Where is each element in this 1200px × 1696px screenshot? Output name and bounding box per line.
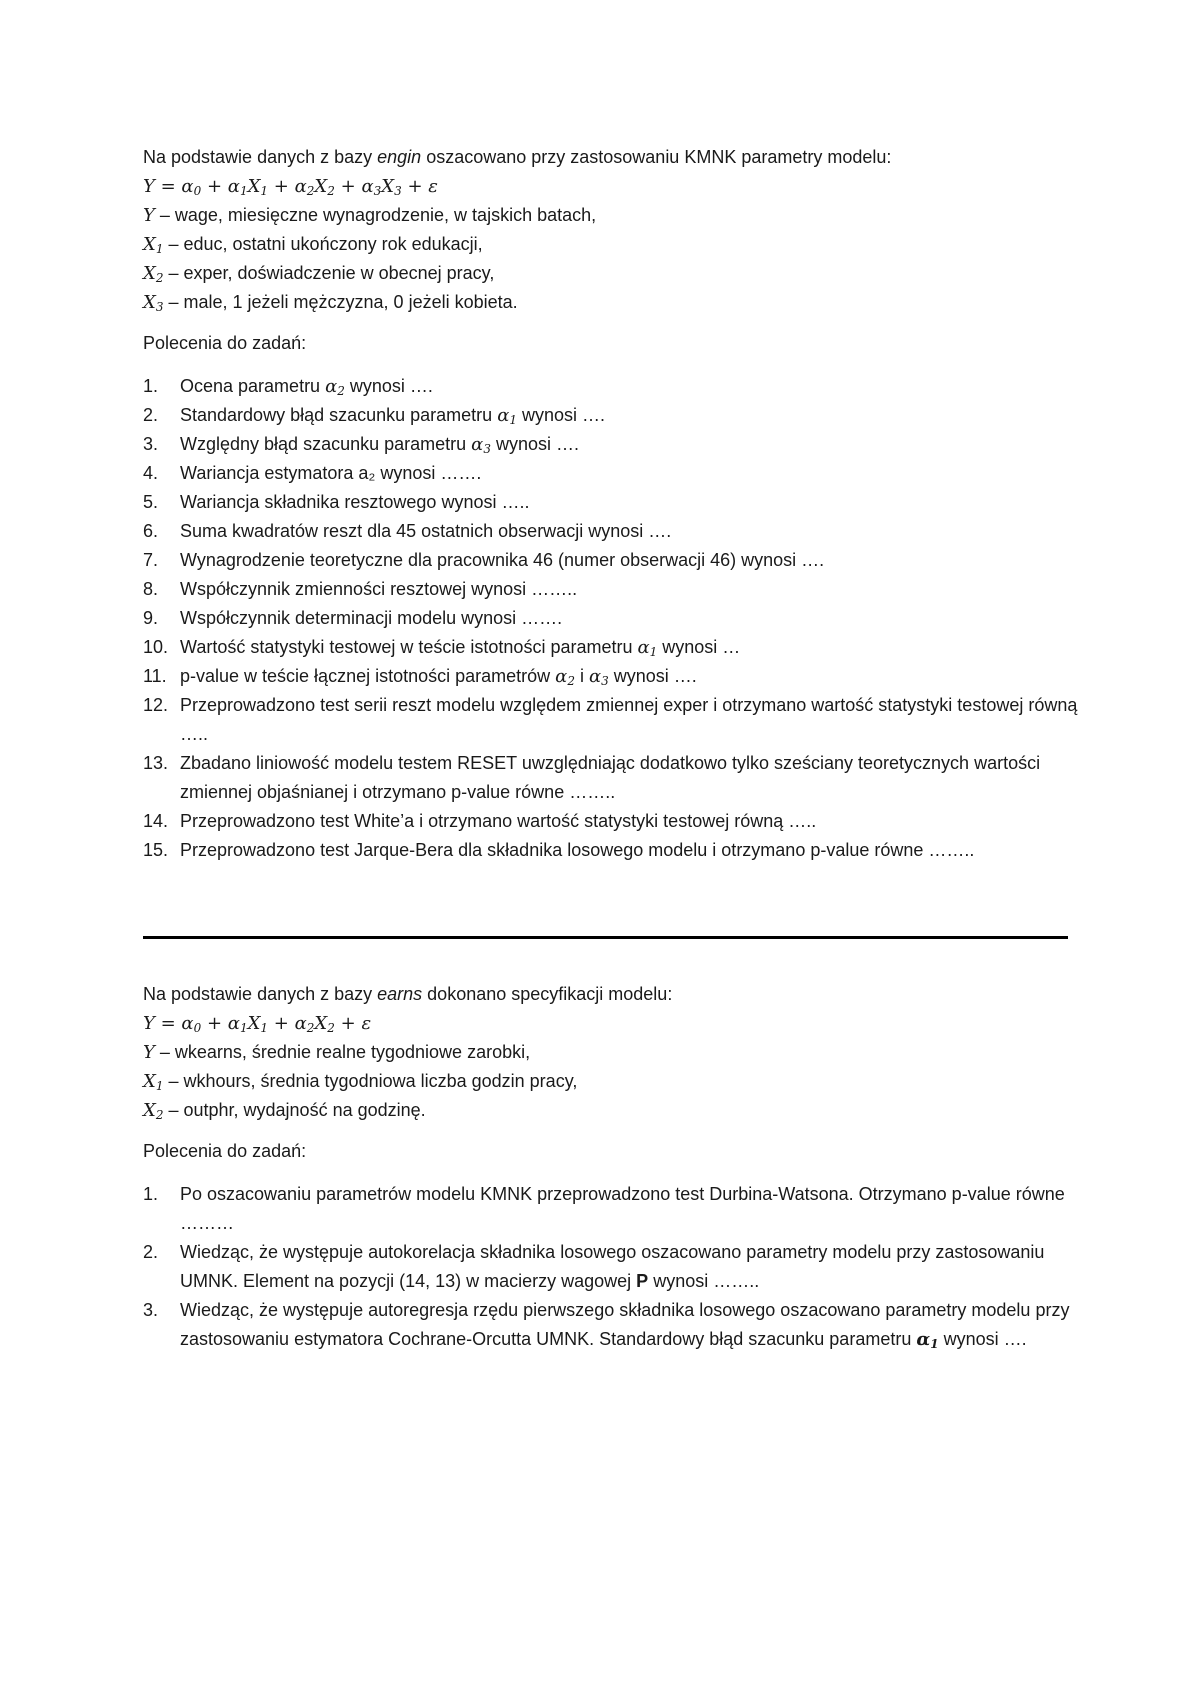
task-number: 15. [143,840,169,860]
variable-x2-desc: – exper, doświadczenie w obecnej pracy, [163,263,495,283]
task-text-end: wynosi …. [608,666,697,686]
task-number: 11. [143,666,167,686]
task-item [143,517,1083,546]
variable-x1: $X_1$ – wkhours, średnia tygodniowa liczba godzin pracy, [143,1071,578,1093]
task-number: 3. [143,434,159,454]
task-text: Wariancja składnika resztowego wynosi ….. [180,492,530,512]
task-item [143,575,1083,604]
database-name: engin [377,147,422,167]
task-number: 7. [143,550,159,570]
task-text: Ocena parametru [180,376,326,396]
variable-x2: $X_2$ – exper, doświadczenie w obecnej pracy, [143,263,495,285]
task-text-end: wynosi …. [490,434,579,454]
task-number: 2. [143,1242,159,1262]
intro-text: Na podstawie danych z bazy [143,984,378,1004]
intro-text-end: oszacowano przy zastosowaniu KMNK parametry modelu: [421,147,892,167]
database-name: earns [377,984,423,1004]
task-number: 12. [143,695,169,715]
task-text: Zbadano liniowość modelu testem RESET uwzględniając dodatkowo tylko sześciany teoretycznych wartości zmiennej objaśnianej i otrzymano p-value równe …….. [180,753,1041,802]
task-text: Wiedząc, że występuje autokorelacja składnika losowego oszacowano parametry modelu przy zastosowaniu UMNK. Element na pozycji (14, 13) w macierzy wagowej [180,1242,1045,1291]
task-text: Wynagrodzenie teoretyczne dla pracownika 46 (numer obserwacji 46) wynosi …. [180,550,825,570]
variable-x1-desc: – educ, ostatni ukończony rok edukacji, [163,234,483,254]
task-number: 5. [143,492,159,512]
task-item [143,459,1083,488]
model-equation: $Y = \alpha_0 + \alpha_1X_1 + \alpha_2X_2 + \alpha_3X_3 + \varepsilon$ [143,176,438,198]
task-text: Wariancja estymatora a₂ wynosi ……. [180,463,482,483]
task-number: 1. [143,1184,159,1204]
variable-x2: $X_2$ – outphr, wydajność na godzinę. [143,1100,426,1122]
task-item [143,836,1083,865]
task-text: Przeprowadzono test serii reszt modelu względem zmiennej exper i otrzymano wartość statystyki testowej równą ….. [180,695,1078,744]
task-text-end: wynosi …. [344,376,433,396]
variable-y-desc: – wkearns, średnie realne tygodniowe zarobki, [154,1042,531,1062]
variable-y-desc: – wage, miesięczne wynagrodzenie, w tajskich batach, [154,205,597,225]
section-engin [143,143,1083,865]
variable-x3-desc: – male, 1 jeżeli mężczyzna, 0 jeżeli kobieta. [163,292,518,312]
variable-x3: $X_3$ – male, 1 jeżeli mężczyzna, 0 jeżeli kobieta. [143,292,518,314]
task-text-mid: i [574,666,589,686]
task-text-end: wynosi …. [516,405,606,425]
task-item: 1. Ocena parametru $\alpha_2$ wynosi …. [143,372,1083,401]
task-text: Przeprowadzono test Jarque-Bera dla składnika losowego modelu i otrzymano p-value równe …….. [180,840,975,860]
task-item [143,1180,1083,1238]
task-number: 14. [143,811,169,831]
task-number: 3. [143,1300,159,1320]
task-number: 8. [143,579,159,599]
variable-x2-desc: – outphr, wydajność na godzinę. [163,1100,426,1120]
intro-paragraph [143,980,1083,1009]
task-number: 4. [143,463,159,483]
task-item [143,546,1083,575]
task-text: Wartość statystyki testowej w teście istotności parametru [180,637,638,657]
task-number: 1. [143,376,159,396]
variable-x1: $X_1$ – educ, ostatni ukończony rok edukacji, [143,234,483,256]
task-number: 9. [143,608,159,628]
task-text: Współczynnik zmienności resztowej wynosi …….. [180,579,578,599]
task-number: 10. [143,637,169,657]
task-text: Względny błąd szacunku parametru [180,434,472,454]
intro-text: Na podstawie danych z bazy [143,147,378,167]
task-item [143,604,1083,633]
task-number: 6. [143,521,159,541]
task-list [143,372,1083,865]
task-text: Współczynnik determinacji modelu wynosi ……. [180,608,563,628]
task-text-end: wynosi …….. [648,1271,760,1291]
section-earns [143,980,1083,1354]
task-text: p-value w teście łącznej istotności parametrów [180,666,556,686]
variable-y: Y – wage, miesięczne wynagrodzenie, w tajskich batach, [143,205,597,226]
task-text: Suma kwadratów reszt dla 45 ostatnich obserwacji wynosi …. [180,521,672,541]
task-number: 2. [143,405,159,425]
task-item: 10. Wartość statystyki testowej w teście istotności parametru $\alpha_1$ wynosi … [143,633,1083,662]
variable-x1-desc: – wkhours, średnia tygodniowa liczba godzin pracy, [163,1071,578,1091]
task-text: Po oszacowaniu parametrów modelu KMNK przeprowadzono test Durbina-Watsona. Otrzymano p-value równe ……… [180,1184,1065,1233]
task-item: 11. p-value w teście łącznej istotności parametrów $\alpha_2$ i $\alpha_3$ wynosi …. [143,662,1083,691]
task-list [143,1180,1083,1354]
intro-paragraph [143,143,1083,172]
tasks-heading: Polecenia do zadań: [143,1141,307,1161]
matrix-symbol: P [636,1271,649,1291]
section-divider [143,936,1068,939]
task-text: Wiedząc, że występuje autoregresja rzędu pierwszego składnika losowego oszacowano parametry modelu przy zastosowaniu estymatora Cochrane-Orcutta UMNK. Standardowy błąd szacunku parametru [180,1300,1070,1349]
task-item: 3. Względny błąd szacunku parametru $\alpha_3$ wynosi …. [143,430,1083,459]
intro-text-end: dokonano specyfikacji modelu: [422,984,673,1004]
task-item [143,807,1083,836]
task-text: Przeprowadzono test White’a i otrzymano wartość statystyki testowej równą ….. [180,811,817,831]
task-item: 3. Wiedząc, że występuje autoregresja rzędu pierwszego składnika losowego oszacowano parametry modelu przy zastosowaniu estymatora Cochrane-Orcutta UMNK. Standardowy błąd szacunku parametru $\alpha_1$ wynosi …. [143,1296,1083,1354]
task-item [143,1238,1083,1296]
task-item [143,749,1083,807]
task-item: 2. Standardowy błąd szacunku parametru $\alpha_1$ wynosi …. [143,401,1083,430]
task-item [143,691,1083,749]
task-text-end: wynosi …. [938,1329,1027,1349]
variable-y: Y – wkearns, średnie realne tygodniowe zarobki, [143,1042,531,1063]
tasks-heading: Polecenia do zadań: [143,333,307,353]
task-item [143,488,1083,517]
task-text-end: wynosi … [657,637,741,657]
model-equation: $Y = \alpha_0 + \alpha_1X_1 + \alpha_2X_2 + \varepsilon$ [143,1013,372,1035]
task-text: Standardowy błąd szacunku parametru [180,405,498,425]
task-number: 13. [143,753,169,773]
